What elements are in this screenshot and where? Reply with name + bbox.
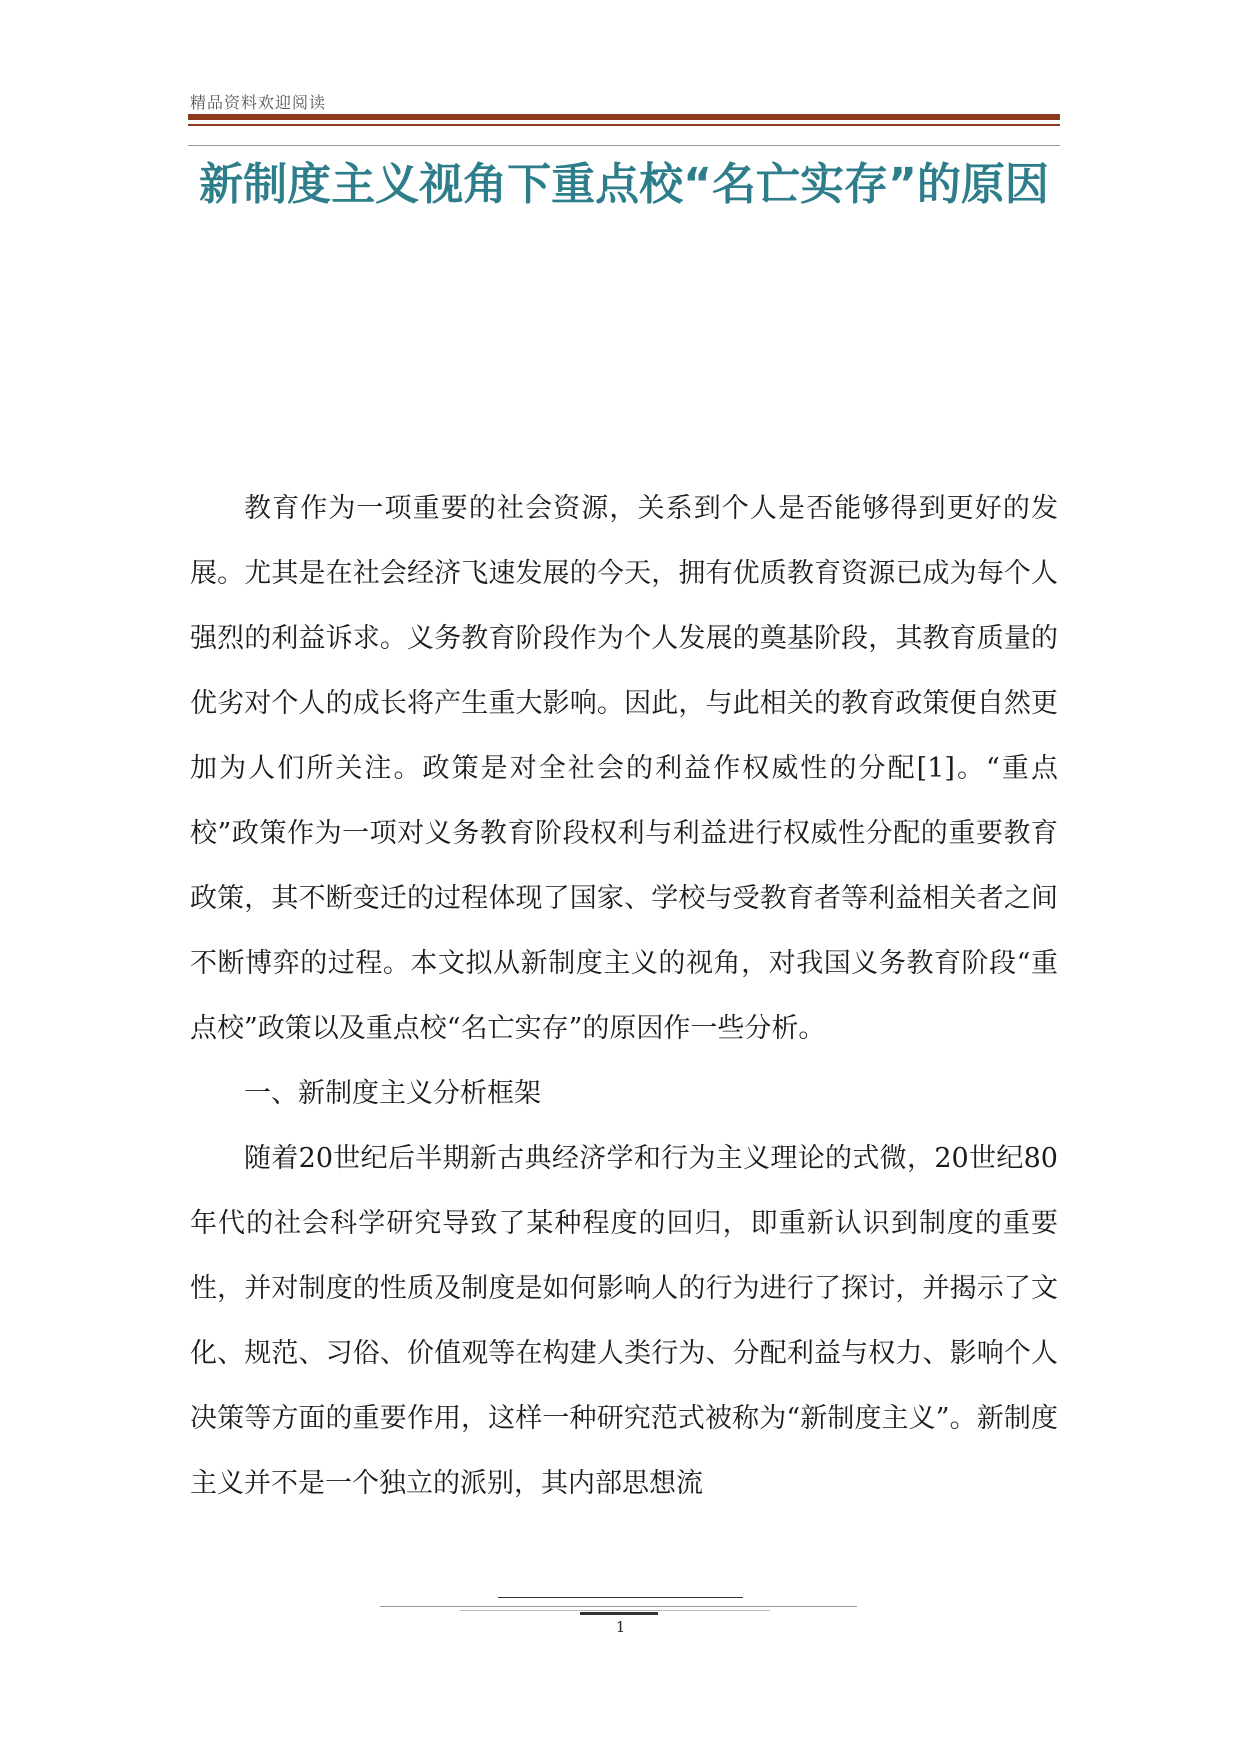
document-body	[190, 476, 1058, 1516]
header-rule-thin	[188, 124, 1060, 126]
footer-rule	[498, 1597, 743, 1598]
section-heading: 一、新制度主义分析框架	[244, 1078, 541, 1109]
header-rule-thick	[188, 114, 1060, 120]
footer-rule	[580, 1612, 658, 1615]
paragraph-framework: 随着20世纪后半期新古典经济学和行为主义理论的式微，20世纪80年代的社会科学研究导致了某种程度的回归，即重新认识到制度的重要性，并对制度的性质及制度是如何影响人的行为进行了探讨，并揭示了文化、规范、习俗、价值观等在构建人类行为、分配利益与权力、影响个人决策等方面的重要作用，这样一种研究范式被称为“新制度主义”。新制度主义并不是一个独立的派别，其内部思想流	[190, 1143, 1058, 1499]
page-number: 1	[615, 1618, 626, 1636]
document-title: 新制度主义视角下重点校“名亡实存”的原因	[199, 159, 1049, 210]
footer-rule	[460, 1610, 770, 1611]
paragraph-intro: 教育作为一项重要的社会资源，关系到个人是否能够得到更好的发展。尤其是在社会经济飞速发展的今天，拥有优质教育资源已成为每个人强烈的利益诉求。义务教育阶段作为个人发展的奠基阶段，其教育质量的优劣对个人的成长将产生重大影响。因此，与此相关的教育政策便自然更加为人们所关注。政策是对全社会的利益作权威性的分配[1]。“重点校”政策作为一项对义务教育阶段权利与利益进行权威性分配的重要教育政策，其不断变迁的过程体现了国家、学校与受教育者等利益相关者之间不断博弈的过程。本文拟从新制度主义的视角，对我国义务教育阶段“重点校”政策以及重点校“名亡实存”的原因作一些分析。	[190, 493, 1058, 1044]
header-rule-gray	[188, 145, 1060, 146]
page-header-text: 精品资料欢迎阅读	[190, 93, 327, 112]
footer-rule	[380, 1606, 857, 1607]
